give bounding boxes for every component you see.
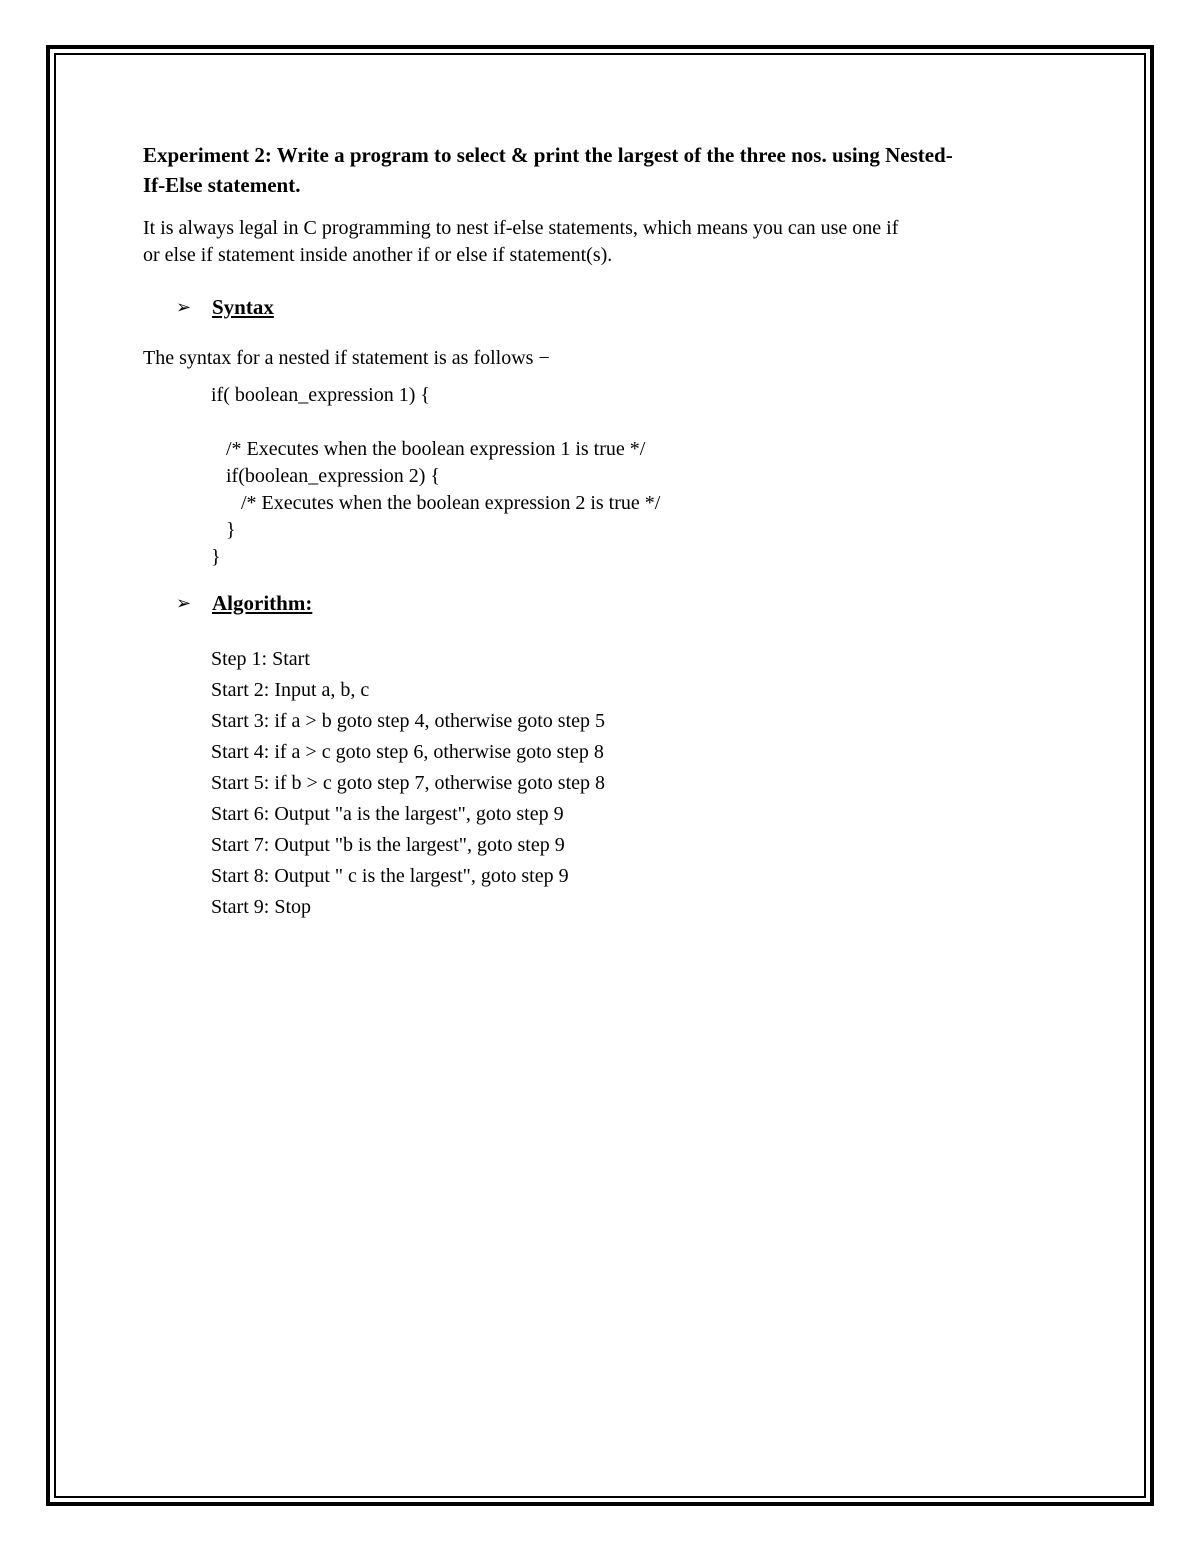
algorithm-step: Start 5: if b > c goto step 7, otherwise goto step 8 bbox=[211, 772, 606, 794]
code-line bbox=[211, 409, 1063, 436]
algorithm-step: Step 1: Start bbox=[211, 648, 310, 670]
syntax-heading-label: Syntax bbox=[212, 294, 274, 319]
experiment-title-line-1: Experiment 2: Write a program to select & print the largest of the three nos. using Nested- bbox=[143, 143, 953, 167]
code-line: if( boolean_expression 1) { bbox=[211, 384, 430, 406]
intro-line-2: or else if statement inside another if or else if statement(s). bbox=[143, 244, 613, 266]
code-line: /* Executes when the boolean expression 2 is true */ bbox=[211, 492, 661, 514]
code-line: } bbox=[211, 519, 236, 541]
algorithm-steps bbox=[211, 644, 1063, 923]
algorithm-step: Start 2: Input a, b, c bbox=[211, 679, 370, 701]
algorithm-heading-label: Algorithm: bbox=[212, 590, 313, 615]
algorithm-step: Start 7: Output "b is the largest", goto step 9 bbox=[211, 834, 565, 856]
code-line: if(boolean_expression 2) { bbox=[211, 465, 440, 487]
algorithm-heading bbox=[176, 588, 1063, 618]
algorithm-step: Start 8: Output " c is the largest", goto step 9 bbox=[211, 865, 569, 887]
algorithm-step: Start 6: Output "a is the largest", goto step 9 bbox=[211, 803, 564, 825]
experiment-title bbox=[143, 140, 1063, 200]
arrow-bullet-icon: ➢ bbox=[176, 592, 192, 613]
code-line: /* Executes when the boolean expression 1 is true */ bbox=[211, 438, 646, 460]
syntax-code-block bbox=[211, 382, 1063, 571]
algorithm-step: Start 3: if a > b goto step 4, otherwise goto step 5 bbox=[211, 710, 606, 732]
algorithm-step: Start 4: if a > c goto step 6, otherwise goto step 8 bbox=[211, 741, 604, 763]
intro-paragraph bbox=[143, 215, 1063, 269]
algorithm-step: Start 9: Stop bbox=[211, 896, 312, 918]
intro-line-1: It is always legal in C programming to nest if-else statements, which means you can use one if bbox=[143, 217, 899, 239]
syntax-intro: The syntax for a nested if statement is as follows − bbox=[143, 347, 550, 369]
arrow-bullet-icon: ➢ bbox=[176, 296, 192, 317]
document-body bbox=[143, 140, 1063, 923]
experiment-title-line-2: If-Else statement. bbox=[143, 173, 301, 197]
code-line: } bbox=[211, 546, 221, 568]
syntax-heading bbox=[176, 292, 1063, 322]
